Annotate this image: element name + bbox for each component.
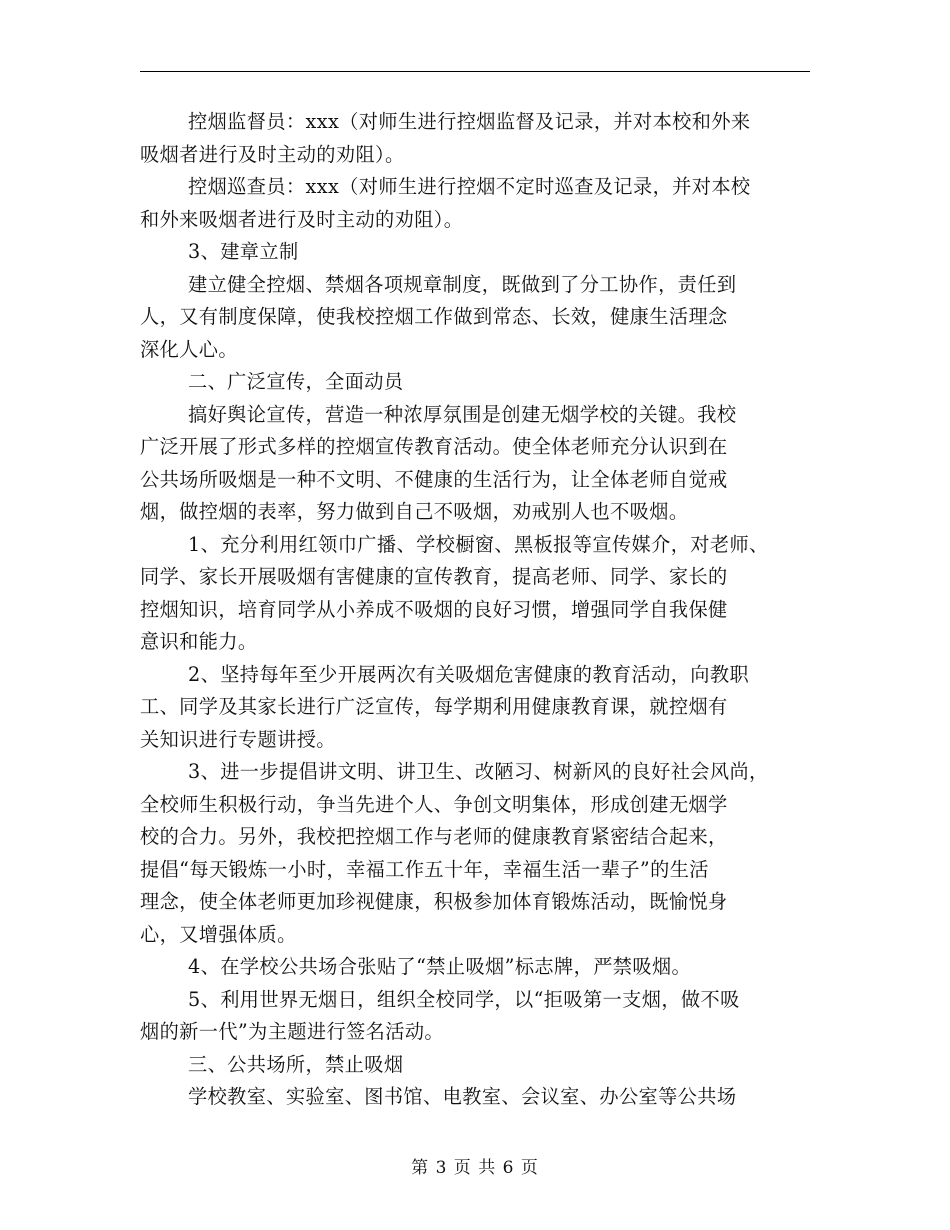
text-line: 意识和能力。 — [140, 630, 258, 653]
text-line: 建立健全控烟、禁烟各项规章制度，既做到了分工协作，责任到 — [188, 272, 737, 296]
paragraph — [140, 1049, 810, 1082]
text-line: 3、进一步提倡讲文明、讲卫生、改陋习、树新风的良好社会风尚， — [188, 760, 769, 783]
paragraph — [140, 236, 810, 269]
paragraph — [140, 366, 810, 399]
text-line: 控烟监督员：xxx（对师生进行控烟监督及记录，并对本校和外来 — [188, 110, 751, 133]
text-line: 2、坚持每年至少开展两次有关吸烟危害健康的教育活动，向教职 — [188, 662, 750, 686]
text-line: 深化人心。 — [140, 337, 238, 361]
text-line: 烟的新一代”为主题进行签名活动。 — [140, 1020, 445, 1043]
text-line: 学校教室、实验室、图书馆、电教室、会议室、办公室等公共场 — [188, 1085, 737, 1108]
text-line: 5、利用世界无烟日，组织全校同学，以“拒吸第一支烟，做不吸 — [188, 987, 740, 1011]
document-body — [140, 106, 810, 1114]
paragraph — [140, 269, 810, 367]
text-line: 提倡“每天锻炼一小时，幸福工作五十年，幸福生活一辈子”的生活 — [140, 857, 709, 881]
text-line: 控烟知识，培育同学从小养成不吸烟的良好习惯，增强同学自我保健 — [140, 597, 728, 621]
text-line: 和外来吸烟者进行及时主动的劝阻）。 — [140, 207, 464, 231]
text-line: 三、公共场所，禁止吸烟 — [188, 1052, 404, 1076]
paragraph — [140, 106, 810, 171]
text-line: 广泛开展了形式多样的控烟宣传教育活动。使全体老师充分认识到在 — [140, 435, 728, 458]
text-line: 二、广泛宣传，全面动员 — [188, 370, 404, 393]
paragraph — [140, 529, 810, 659]
text-line: 控烟巡查员：xxx（对师生进行控烟不定时巡查及记录，并对本校 — [188, 175, 751, 198]
text-line: 搞好舆论宣传，营造一种浓厚氛围是创建无烟学校的关键。我校 — [188, 402, 737, 426]
paragraph — [140, 399, 810, 529]
paragraph — [140, 171, 810, 236]
header-rule — [140, 71, 810, 72]
text-line: 1、充分利用红领巾广播、学校橱窗、黑板报等宣传媒介，对老师、 — [188, 532, 769, 556]
text-line: 烟，做控烟的表率，努力做到自己不吸烟，劝戒别人也不吸烟。 — [140, 500, 689, 523]
text-line: 关知识进行专题讲授。 — [140, 727, 336, 751]
text-line: 全校师生积极行动，争当先进个人、争创文明集体，形成创建无烟学 — [140, 792, 728, 816]
paragraph — [140, 756, 810, 951]
paragraph — [140, 659, 810, 757]
text-line: 人，又有制度保障，使我校控烟工作做到常态、长效，健康生活理念 — [140, 305, 728, 328]
paragraph — [140, 1081, 810, 1114]
text-line: 校的合力。另外，我校把控烟工作与老师的健康教育紧密结合起来， — [140, 825, 728, 848]
text-line: 公共场所吸烟是一种不文明、不健康的生活行为，让全体老师自觉戒 — [140, 467, 728, 491]
page-footer: 第 3 页 共 6 页 — [411, 1158, 539, 1178]
text-line: 心，又增强体质。 — [140, 922, 297, 946]
text-line: 吸烟者进行及时主动的劝阻）。 — [140, 142, 405, 166]
text-line: 同学、家长开展吸烟有害健康的宣传教育，提高老师、同学、家长的 — [140, 565, 728, 588]
paragraph — [140, 951, 810, 984]
text-line: 4、在学校公共场合张贴了“禁止吸烟”标志牌，严禁吸烟。 — [188, 955, 692, 978]
paragraph — [140, 984, 810, 1049]
text-line: 理念，使全体老师更加珍视健康，积极参加体育锻炼活动，既愉悦身 — [140, 890, 728, 913]
text-line: 工、同学及其家长进行广泛宣传，每学期利用健康教育课，就控烟有 — [140, 695, 728, 718]
text-line: 3、建章立制 — [188, 240, 299, 263]
